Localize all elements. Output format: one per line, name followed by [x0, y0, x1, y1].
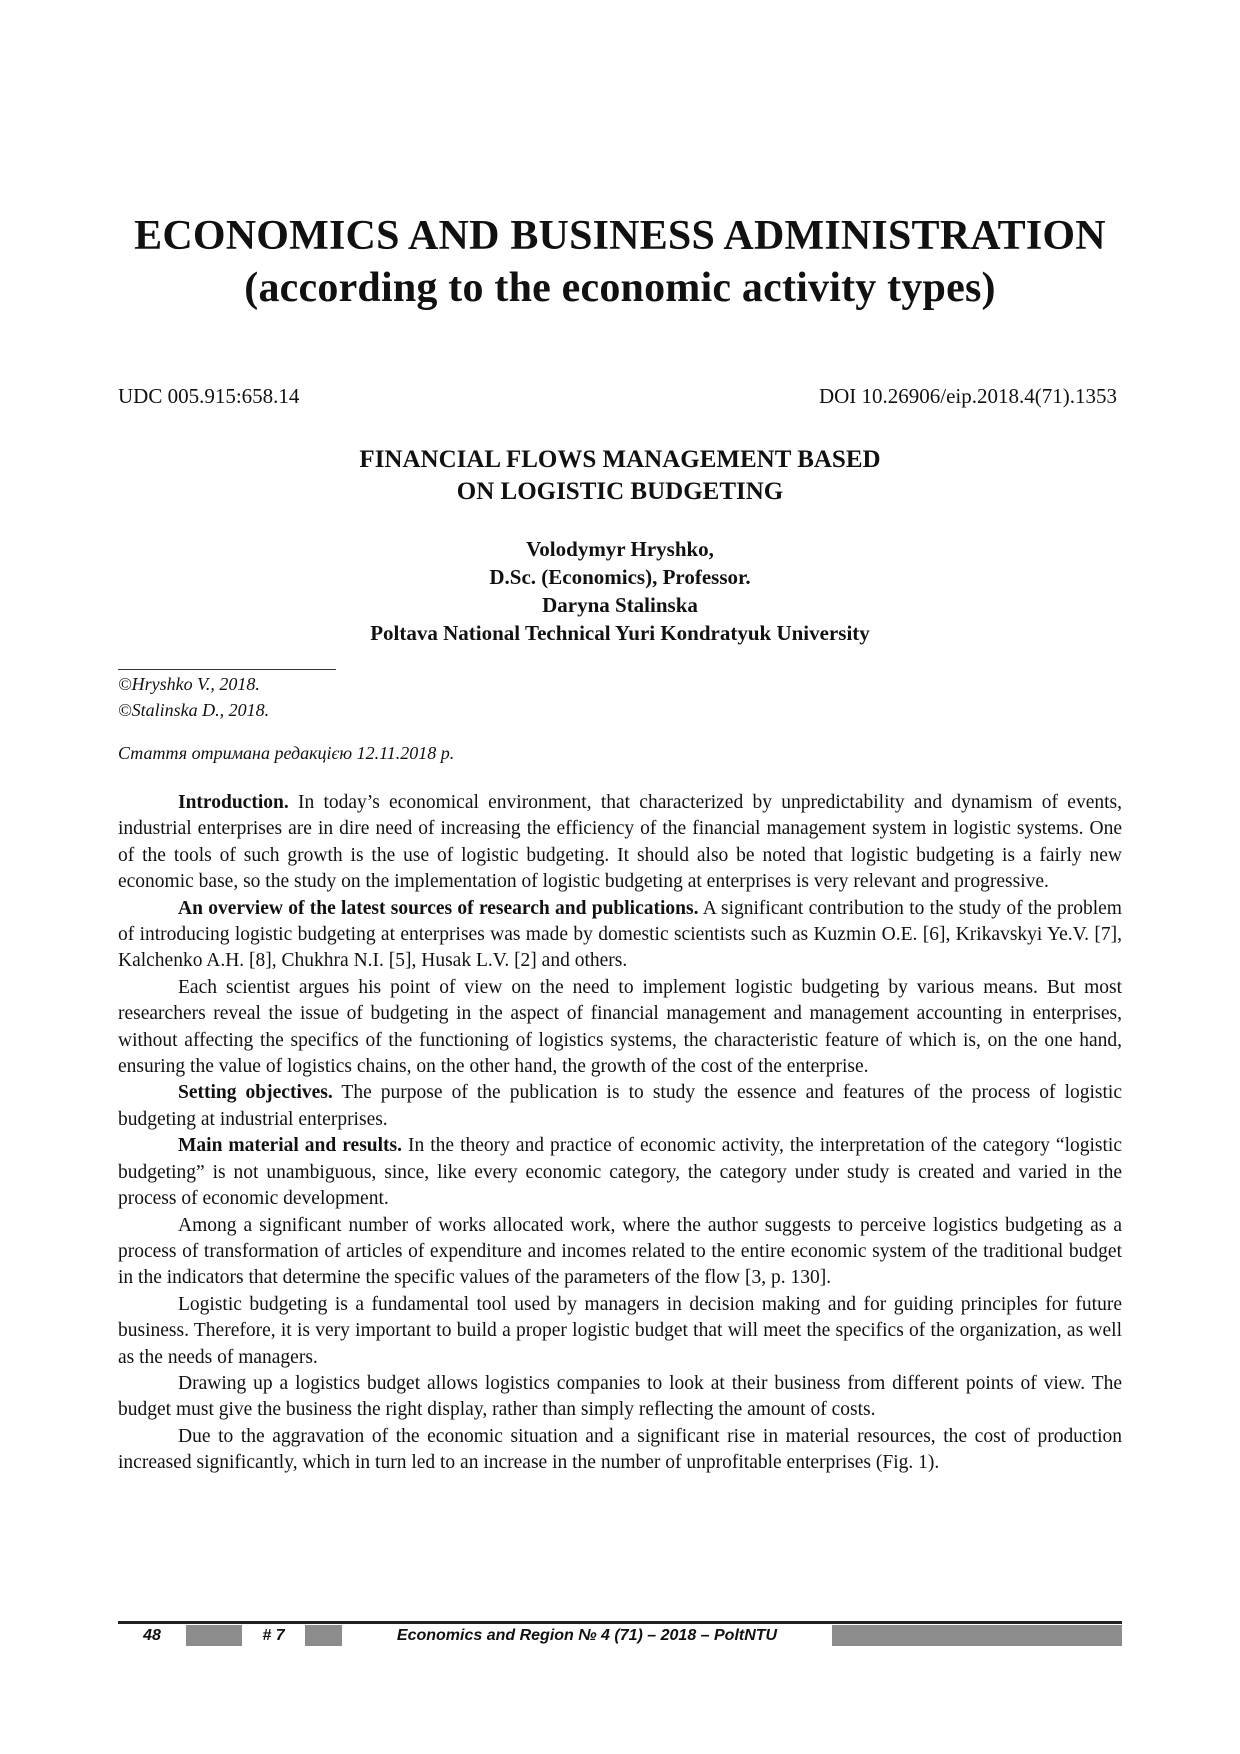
paragraph: [118, 1292, 1122, 1371]
udc-code: UDC 005.915:658.14: [118, 384, 300, 408]
article-title-line-2: ON LOGISTIC BUDGETING: [456, 478, 784, 505]
copyright-notes: [118, 671, 269, 723]
copyright-line: ©Stalinska D., 2018.: [118, 700, 270, 720]
footer-page-number: 48: [118, 1625, 186, 1646]
paragraph: [118, 1213, 1122, 1292]
paragraph-overview: [118, 896, 1122, 975]
paragraph-text: Due to the aggravation of the economic situation and a significant rise in material resources, the cost of production increased significantly, which in turn led to an increase in the number of unprofitable enterprises (Fig. 1).: [118, 1425, 1122, 1474]
paragraph-main-material: [118, 1133, 1122, 1212]
footer-gray-block: [832, 1625, 1122, 1646]
author-name: Daryna Stalinska: [542, 593, 698, 617]
footer-issue-mark: # 7: [242, 1625, 305, 1646]
copyright-divider: [118, 669, 336, 670]
footer-journal-name: Economics and Region № 4 (71) – 2018 – PoltNTU: [342, 1625, 832, 1646]
paragraph-text: Each scientist argues his point of view on the need to implement logistic budgeting by various means. But most researchers reveal the issue of budgeting in the aspect of financial management and management accounting in enterprises, without affecting the specifics of the functioning of logistics systems, the characteristic feature of which is, on the one hand, ensuring the value of logistics chains, on the other hand, the growth of the cost of the enterprise.: [118, 976, 1122, 1078]
paragraph: [118, 1424, 1122, 1477]
paragraph-text: Among a significant number of works allocated work, where the author suggests to perceive logistics budgeting as a process of transformation of articles of expenditure and incomes related to the entire economic system of the traditional budget in the indicators that determine the specific values of the parameters of the flow [3, p. 130].: [118, 1214, 1122, 1289]
copyright-line: ©Hryshko V., 2018.: [118, 674, 260, 694]
paragraph-introduction: [118, 790, 1122, 896]
paragraph-text: In today’s economical environment, that characterized by unpredictability and dynamism of events, industrial enterprises are in dire need of increasing the efficiency of the financial management system in logistic systems. One of the tools of such growth is the use of logistic budgeting. It should also be noted that logistic budgeting is a fairly new economic base, so the study on the implementation of logistic budgeting at enterprises is very relevant and progressive.: [118, 792, 1122, 893]
article-body: [118, 790, 1122, 1477]
paragraph-objectives: [118, 1080, 1122, 1133]
article-title-line-1: FINANCIAL FLOWS MANAGEMENT BASED: [359, 446, 881, 473]
doi: DOI 10.26906/eip.2018.4(71).1353: [818, 384, 1117, 408]
author-block: [0, 535, 1240, 647]
section-title: [0, 210, 1240, 314]
author-name: Volodymyr Hryshko,: [526, 537, 714, 561]
article-title: [0, 444, 1240, 508]
paragraph-lead: Main material and results.: [178, 1135, 403, 1157]
footer-gray-block: [305, 1625, 342, 1646]
footer-rule: [118, 1621, 1122, 1624]
paragraph-lead: Introduction.: [178, 792, 289, 813]
paragraph: [118, 1371, 1122, 1424]
footer-gray-block: [186, 1625, 242, 1646]
paragraph: [118, 975, 1122, 1081]
paragraph-lead: Setting objectives.: [178, 1082, 333, 1104]
paragraph-text: The purpose of the publication is to study the essence and features of the process of logistic budgeting at industrial enterprises.: [118, 1082, 1122, 1130]
paragraph-text: Logistic budgeting is a fundamental tool used by managers in decision making and for guiding principles for future business. Therefore, it is very important to build a proper logistic budget that will meet the specifics of the organization, as well as the needs of managers.: [118, 1293, 1122, 1368]
received-date-note: Стаття отримана редакцією 12.11.2018 р.: [118, 743, 455, 763]
footer-bar: [118, 1625, 1122, 1646]
paragraph-lead: An overview of the latest sources of research and publications.: [178, 897, 699, 919]
author-affiliation: Poltava National Technical Yuri Kondratyuk University: [370, 621, 870, 645]
author-degree: D.Sc. (Economics), Professor.: [489, 565, 751, 589]
paragraph-text: Drawing up a logistics budget allows logistics companies to look at their business from different points of view. The budget must give the business the right display, rather than simply reflecting the amount of costs.: [118, 1372, 1122, 1421]
section-title-line-2: (according to the economic activity types): [244, 265, 996, 311]
paragraph-text: A significant contribution to the study of the problem of introducing logistic budgeting at enterprises was made by domestic scientists such as Kuzmin O.E. [6], Krikavskyi Ye.V. [7], Kalchenko A.H. [8], Chukhra N.I. [5], Husak L.V. [2] and others.: [118, 897, 1122, 972]
section-title-line-1: ECONOMICS AND BUSINESS ADMINISTRATION: [134, 213, 1106, 259]
paragraph-text: In the theory and practice of economic activity, the interpretation of the category “logistic budgeting” is not unambiguous, since, like every economic category, the category under study is created and varied in the process of economic development.: [118, 1135, 1122, 1210]
